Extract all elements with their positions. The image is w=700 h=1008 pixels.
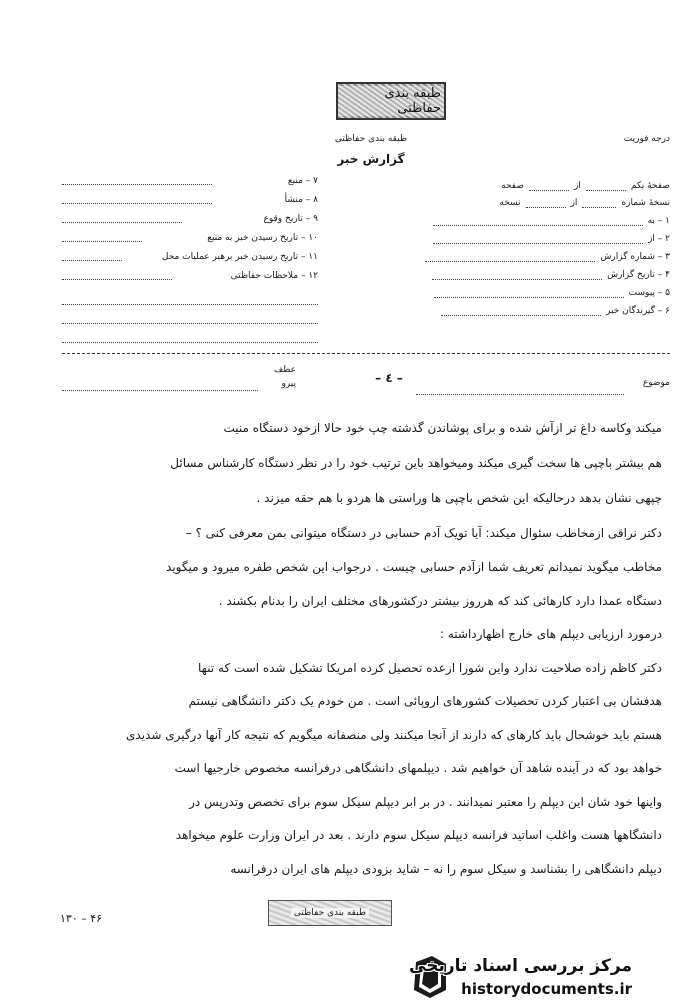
priority-label: درجه فوریت [623, 134, 670, 144]
body-line: هم بیشتر باچپی ها سخت گیری میکند ومیخواهد باین ترتیب خود را در نظر دستگاه کارشناس مسائل [170, 456, 662, 470]
field-row [416, 226, 670, 244]
body-line: دستگاه عمدا دارد کارهائی کند که هرروز بیشتر درکشورهای مختلف ایران را بدنام بکشند . [218, 594, 662, 608]
fill-line [433, 217, 643, 226]
copy-label: نسخه [499, 198, 521, 208]
fill-line [441, 307, 601, 316]
fill-line [425, 253, 595, 262]
fill-line [62, 214, 182, 223]
fill-line [526, 199, 566, 208]
fill-line [432, 271, 602, 280]
field-row [416, 244, 670, 262]
fill-line [62, 382, 258, 391]
page-label: صفحه [501, 181, 524, 191]
classification-stamp-bottom [268, 900, 392, 926]
body-line: دیپلم دانشگاهی را بشناسد و سیکل سوم را نه – شاید بزودی دیپلم های ایران درفرانسه [230, 862, 662, 876]
subject-label: موضوع [642, 378, 670, 388]
field-source: ۷ – منبع [287, 176, 318, 186]
field-row [416, 298, 670, 316]
body-line: درمورد ارزیابی دیپلم های خارج اظهارداشته : [439, 627, 662, 641]
fill-line [434, 289, 624, 298]
form-code: ۴۶ – ۱۳۰ [60, 912, 103, 925]
fill-line [582, 199, 616, 208]
field-news-to-source-date: ۱۰ – تاریخ رسیدن خبر به منبع [207, 233, 318, 243]
fill-row [62, 309, 318, 328]
field-news-to-operations-date: ۱۱ – تاریخ رسیدن خبر برهبر عملیات محل [161, 252, 318, 262]
left-fields [62, 176, 318, 347]
classification-label: طبقه بندی حفاظتی [334, 134, 408, 144]
field-row [416, 262, 670, 280]
follow-label: پیرو [281, 379, 296, 389]
field-row [62, 176, 318, 195]
fill-line [62, 195, 212, 204]
ref-fill [62, 376, 258, 395]
body-line: دانشگاهها هست واغلب اساتید فرانسه دیپلم سیکل سوم دارند . بعد در ایران وزارت علوم میخواهد [175, 828, 662, 842]
field-row [62, 214, 318, 233]
body-line: میکند وکاسه داغ تر ازآش شده و برای پوشاندن گذشته چپ خود حالا ازخود دستگاه منیت [223, 421, 662, 435]
header-divider [62, 353, 670, 354]
watermark [402, 952, 692, 1006]
fill-line [62, 252, 122, 261]
body-line: واینها خود شان این دیپلم را معتبر نمیدانند . در بر ابر دیپلم سیکل سوم برای تخصص وتدریس در [189, 795, 662, 809]
page-number: – ٤ – [375, 371, 403, 385]
page-one-label: صفحهٔ یکم [630, 181, 670, 191]
body-line: دکتر نراقی ازمخاطب سئوال میکند: آیا تویک آدم حسابی در دستگاه میتوانی بمن معرفی کنی ؟ – [185, 526, 662, 540]
field-row [416, 280, 670, 298]
fill-line [529, 182, 569, 191]
field-recipients: ۶ – گیرندگان خبر [605, 306, 670, 316]
body-line: خواهد بود که در آینده شاهد آن خواهیم شد . دیپلمهای دانشگاهی درفرانسه مخصوص خارجیها است [174, 761, 662, 775]
fill-line [62, 315, 318, 324]
ref-label: عطف [273, 365, 296, 375]
copy-number-label: نسخهٔ شماره [621, 198, 670, 208]
field-security-notes: ۱۲ – ملاحظات حفاظتی [230, 271, 318, 281]
page-row [416, 174, 670, 191]
field-row [62, 252, 318, 271]
from-label: از [573, 181, 581, 191]
right-fields [416, 174, 670, 316]
watermark-name: مرکز بررسی اسناد تاریخی [409, 956, 632, 976]
field-event-date: ۹ – تاریخ وقوع [263, 214, 318, 224]
field-from: ۲ – از [648, 234, 670, 244]
field-row [62, 271, 318, 290]
fill-line [62, 296, 318, 305]
from-label: از [570, 198, 578, 208]
fill-row [62, 290, 318, 309]
field-report-number: ۳ – شماره گزارش [600, 252, 670, 262]
body-line: هدفشان بی اعتبار کردن تحصیلات کشورهای اروپائی است . من خودم یک دکتر دانشگاهی نیستم [188, 694, 662, 708]
body-line: هستم باید خوشحال باید کارهای که دارند از آنجا میکنند ولی منصفانه میگویم که نتیجه کار آنها درگیری شدیدی [126, 728, 662, 742]
field-to: ۱ – به [647, 216, 670, 226]
classification-stamp-top [336, 82, 446, 120]
subject-fill [416, 380, 624, 399]
field-row [416, 208, 670, 226]
stamp-bottom-text: طبقه بندی حفاظتی [291, 908, 369, 918]
fill-line [62, 233, 142, 242]
body-line: چپهی نشان بدهد درحالیکه این شخص باچپی ها وراستی ها هردو با هم حقه میزند . [256, 491, 662, 505]
watermark-url: historydocuments.ir [461, 980, 632, 998]
field-origin: ۸ – منشأ [284, 195, 318, 205]
fill-line [586, 182, 626, 191]
body-line: مخاطب میگوید نمیدانم تعریف شما ازآدم حسابی چیست . درجواب این شخص طفره میرود و میگوید [166, 560, 662, 574]
field-attachment: ۵ – پیوست [628, 288, 670, 298]
field-row [62, 195, 318, 214]
field-row [62, 233, 318, 252]
fill-line [416, 386, 624, 395]
fill-line [62, 334, 318, 343]
fill-line [62, 271, 172, 280]
body-line: دکتر کاظم زاده صلاحیت ندارد واین شورا ازعده تحصیل کرده امریکا تشکیل شده است که تنها [198, 661, 662, 675]
field-report-date: ۴ – تاریخ گزارش [607, 270, 670, 280]
form-title: گزارش خبر [337, 152, 405, 166]
fill-line [433, 235, 643, 244]
stamp-top-text: طبقه بندی حفاظتی [338, 86, 444, 116]
fill-row [62, 328, 318, 347]
fill-line [62, 176, 212, 185]
copy-row [416, 191, 670, 208]
